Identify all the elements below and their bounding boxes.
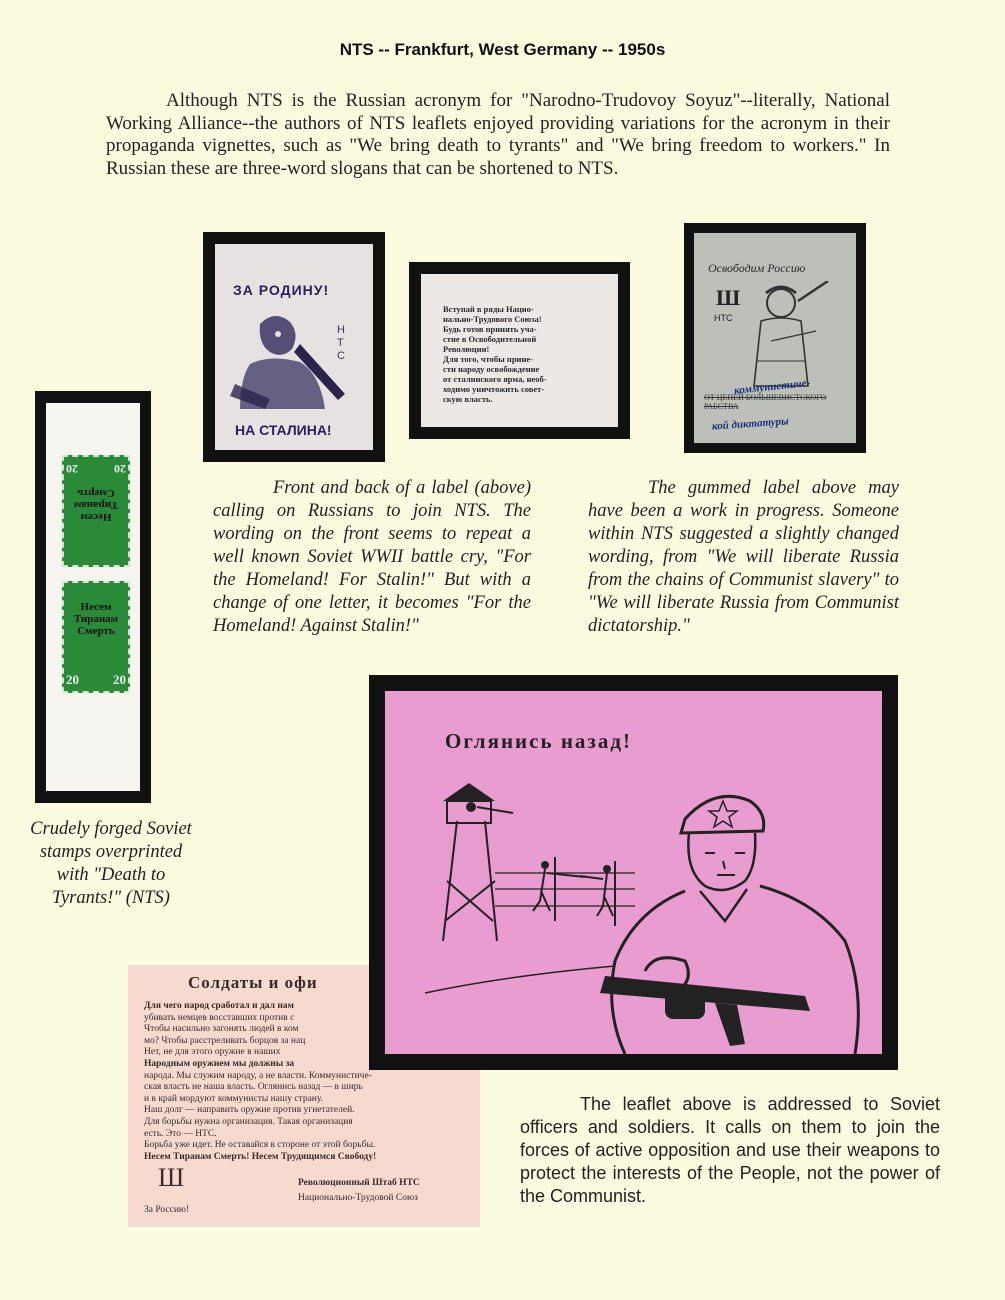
- overprint-line-2: Тиранам: [73, 499, 119, 511]
- clipping-za-rossiyu: За Россию!: [144, 1205, 190, 1215]
- clipping-signature-2: Национально-Трудовой Союз: [298, 1193, 418, 1203]
- label-back-line: стие в Освободительной: [443, 334, 537, 344]
- label-front-side-text: НТС: [337, 324, 345, 362]
- clipping-line: мо? Чтобы расстреливать борцов за нац: [144, 1035, 306, 1046]
- clipping-line: Несем Тиранам Смерть! Несем Трудящимся Свободу!: [144, 1151, 377, 1162]
- overprint-line-1: Несем: [80, 601, 112, 613]
- label-back: [421, 274, 618, 427]
- clipping-line: Для чего народ сработал и дал нам: [144, 1001, 295, 1011]
- pink-leaflet: [385, 691, 882, 1054]
- overprint-line-3: Смерть: [77, 625, 115, 637]
- stamp-upper: [62, 455, 130, 567]
- soldier-and-camp-illustration: [385, 761, 882, 1054]
- gummed-caption: The gummed label above may have been a work in progress. Someone within NTS suggested a slightly changed wording, from "We will liberate Russia from the chains of Communist slavery" to "We will liberate Russia from Communist dictatorship.": [588, 478, 899, 636]
- clipping-line: Для борьбы нужна организация. Такая организация: [144, 1117, 353, 1127]
- stamp-upper-overprint: [64, 487, 128, 523]
- gummed-label-frame: [684, 223, 866, 453]
- overprint-line-3: Смерть: [77, 487, 115, 499]
- clipping-line: Чтобы насильно загонять людей в ком: [144, 1024, 299, 1035]
- stamp-upper-value-left: 20: [66, 462, 78, 476]
- clipping-line: Борьба уже идет. Не оставайся в стороне от этой борьбы.: [144, 1140, 376, 1151]
- clipping-line: Народным оружием мы должны за: [144, 1059, 295, 1069]
- label-front-frame: [203, 232, 385, 462]
- clipping-line: ская власть не наша власть. Оглянись назад — в ширь: [144, 1082, 363, 1093]
- label-back-frame: [409, 262, 630, 439]
- clipping-line: Нет, не для этого оружие в наших: [144, 1047, 281, 1058]
- label-back-line: сти народу освобождение: [443, 364, 540, 374]
- stamp-strip-frame: [35, 391, 151, 803]
- front-back-caption: Front and back of a label (above) calling on Russians to join NTS. The wording on the front seems to repeat a well known Soviet WWII battle cry, "For the Homeland! For Stalin!" But with a change of one letter, it becomes "For the Homeland! Against Stalin!": [213, 478, 531, 636]
- label-back-line: скую власть.: [443, 394, 493, 404]
- gummed-label-handwritten-2: кой диктатуры: [711, 415, 790, 433]
- soldier-sketch: [736, 281, 836, 391]
- label-back-line: Вступай в ряды Нацио-: [443, 304, 534, 314]
- overprint-line-1: Несем: [80, 511, 112, 523]
- clipping-line: и в край мордуют коммунисты нашу страну.: [144, 1093, 324, 1104]
- label-back-line: Революции!: [443, 344, 490, 354]
- page-title: NTS -- Frankfurt, West Germany -- 1950s: [339, 40, 666, 59]
- stamp-strip: [46, 403, 140, 791]
- stamp-upper-value-right: 20: [114, 462, 126, 476]
- pink-leaflet-frame: [369, 675, 898, 1070]
- gummed-label-nts: НТС: [714, 313, 733, 323]
- stamp-lower-value-left: 20: [66, 672, 79, 687]
- pink-leaflet-headline: Оглянись назад!: [445, 729, 632, 753]
- label-front-bottom-text: НА СТАЛИНА!: [235, 422, 332, 438]
- stamps-caption: Crudely forged Soviet stamps overprinted with "Death to Tyrants!" (NTS): [30, 819, 192, 908]
- label-front: [215, 244, 373, 450]
- clipping-heading: Солдаты и офи: [188, 973, 318, 992]
- clipping-line: убивать немцев восставших против с: [144, 1012, 295, 1023]
- stamp-lower-value-right: 20: [113, 672, 126, 687]
- intro-paragraph: Although NTS is the Russian acronym for "Narodno-Trudovoy Soyuz"--literally, National Working Alliance--the authors of NTS leaflets enjoyed providing variations for the acronym in their propaganda vignettes, such as "We bring death to tyrants" and "We bring freedom to workers." In Russian these are three-word slogans that can be shortened to NTS.: [106, 90, 890, 179]
- label-back-line: Будь готов принять уча-: [443, 324, 537, 334]
- label-front-top-text: ЗА РОДИНУ!: [233, 282, 330, 298]
- gummed-label-top-text: Освободим Россию: [708, 261, 806, 275]
- overprint-line-2: Тиранам: [73, 613, 119, 625]
- clipping-line: Наш долг — направить оружие против угнетателей.: [144, 1105, 355, 1116]
- gummed-label-struck-text: ОТ ЦЕПЕЙ БОЛЬШЕВИСТСКОГО РАБСТВА: [704, 393, 827, 411]
- trident-icon: Ш: [158, 1163, 185, 1192]
- stamp-lower: [62, 581, 130, 693]
- clipping-line: есть. Это — НТС.: [144, 1128, 217, 1139]
- label-back-line: нально-Трудового Союза!: [443, 314, 542, 324]
- leaflet-caption: The leaflet above is addressed to Soviet officers and soldiers. It calls on them to join the forces of active opposition and use their weapons to protect the interests of the People, not the power of the Communist.: [520, 1094, 940, 1206]
- clipping-signature-1: Революционный Штаб НТС: [298, 1178, 420, 1188]
- gummed-label-handwritten-1: коммунистиче-: [733, 377, 811, 397]
- clipping-line: народа. Мы служим народу, а не власти. Коммунистиче-: [144, 1070, 372, 1081]
- stamp-lower-overprint: [64, 601, 128, 637]
- label-back-text: [443, 304, 603, 404]
- gummed-label: [694, 233, 856, 443]
- trident-icon: Ш: [716, 285, 741, 310]
- label-back-line: от сталинского ярма, необ-: [443, 374, 547, 384]
- label-back-line: ходимо уничтожить совет-: [443, 384, 545, 394]
- label-back-line: Для того, чтобы прине-: [443, 354, 533, 364]
